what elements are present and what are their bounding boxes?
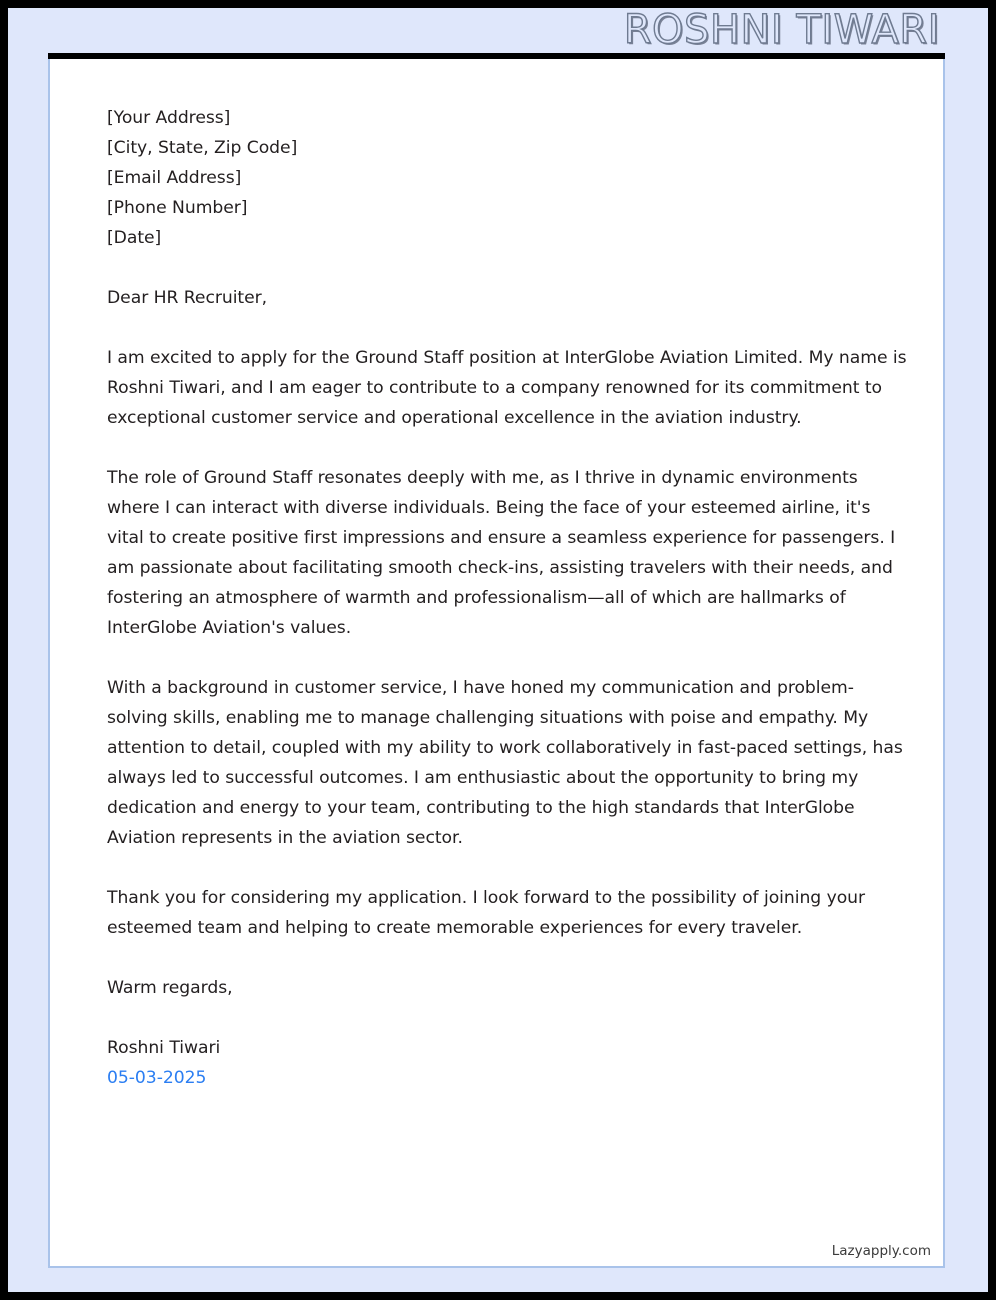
signature-name: Roshni Tiwari bbox=[107, 1038, 221, 1058]
letterhead-header bbox=[8, 8, 988, 53]
letter-body bbox=[107, 103, 907, 1093]
letter-paper bbox=[8, 8, 988, 1292]
spacer bbox=[107, 1003, 907, 1033]
footer-brand: Lazyapply.com bbox=[831, 1243, 931, 1259]
spacer bbox=[107, 313, 907, 343]
spacer bbox=[107, 853, 907, 883]
paragraph-experience: With a background in customer service, I have honed my communication and problem-solving skills, enabling me to manage challenging situations with poise and empathy. My attention to detail, coupled with my ability to work collaboratively in fast-paced settings, has always led to successful outcomes. I am enthusiastic about the opportunity to bring my dedication and energy to your team, contributing to the high standards that InterGlobe Aviation represents in the aviation sector. bbox=[107, 678, 903, 848]
paragraph-intro: I am excited to apply for the Ground Staff position at InterGlobe Aviation Limited. My name is Roshni Tiwari, and I am eager to contribute to a company renowned for its commitment to exceptional customer service and operational excellence in the aviation industry. bbox=[107, 348, 907, 428]
cover-letter-card bbox=[48, 59, 945, 1268]
spacer bbox=[107, 643, 907, 673]
address-line-phone: [Phone Number] bbox=[107, 198, 248, 218]
address-line-city: [City, State, Zip Code] bbox=[107, 138, 298, 158]
address-line-date: [Date] bbox=[107, 228, 162, 248]
address-line-street: [Your Address] bbox=[107, 108, 231, 128]
paragraph-motivation: The role of Ground Staff resonates deeply with me, as I thrive in dynamic environments where I can interact with diverse individuals. Being the face of your esteemed airline, it's vital to create positive first impressions and ensure a seamless experience for passengers. I am passionate about facilitating smooth check-ins, assisting travelers with their needs, and fostering an atmosphere of warmth and professionalism—all of which are hallmarks of InterGlobe Aviation's values. bbox=[107, 468, 896, 638]
letter-date: 05-03-2025 bbox=[107, 1068, 207, 1088]
salutation: Dear HR Recruiter, bbox=[107, 288, 268, 308]
page-title: ROSHNI TIWARI bbox=[623, 7, 940, 53]
closing-salutation: Warm regards, bbox=[107, 978, 233, 998]
spacer bbox=[107, 253, 907, 283]
address-line-email: [Email Address] bbox=[107, 168, 242, 188]
paragraph-closing: Thank you for considering my application. I look forward to the possibility of joining your esteemed team and helping to create memorable experiences for every traveler. bbox=[107, 888, 866, 938]
spacer bbox=[107, 943, 907, 973]
spacer bbox=[107, 433, 907, 463]
